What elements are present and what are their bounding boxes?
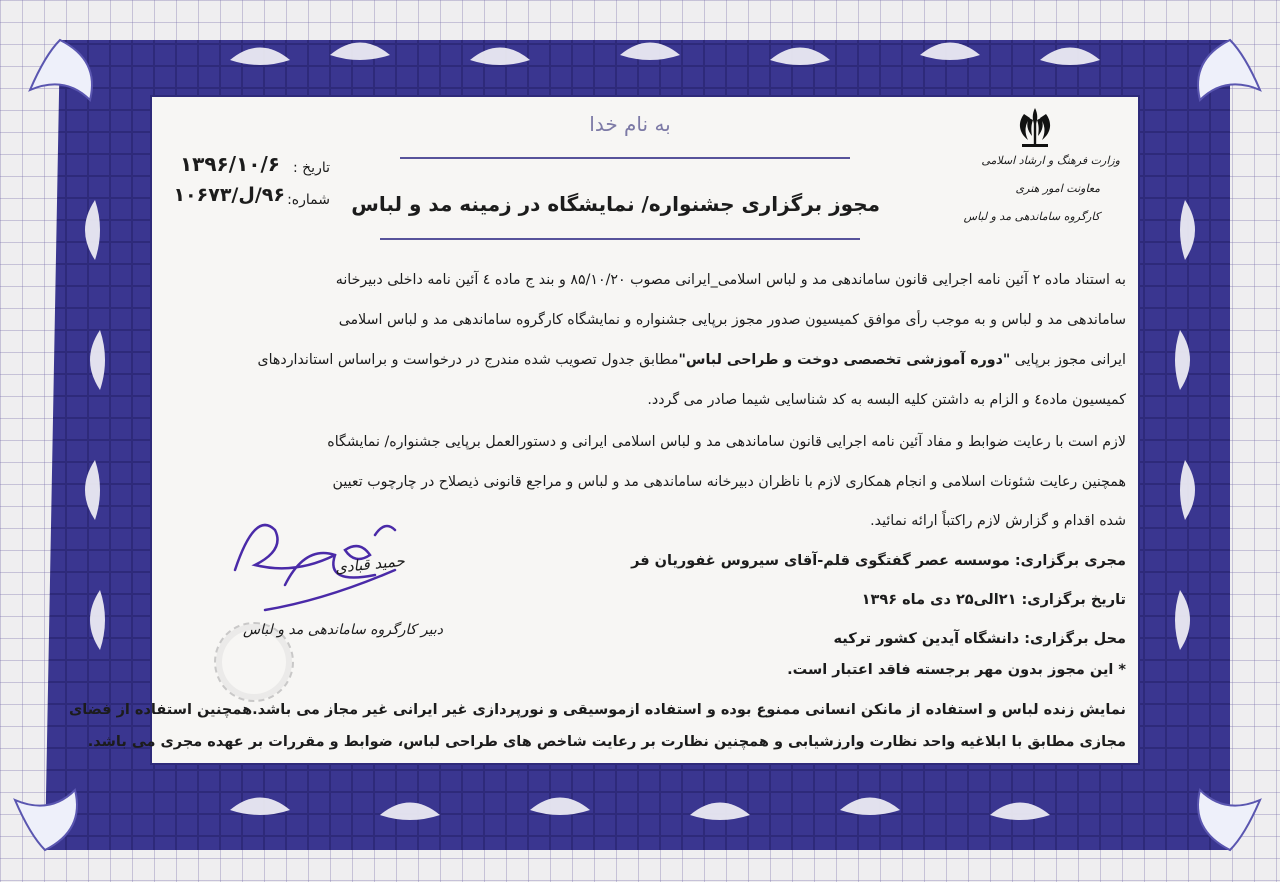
seal-note: * این مجوز بدون مهر برجسته فاقد اعتبار است. — [787, 662, 1126, 678]
signatory-title: دبیر کارگروه ساماندهی مد و لباس — [242, 622, 443, 638]
paragraph-text: مطابق جدول تصویب شده مندرج در درخواست و براساس استانداردهای — [257, 352, 679, 368]
page-title: مجوز برگزاری جشنواره/ نمایشگاه در زمینه مد و لباس — [351, 192, 880, 216]
venue: محل برگزاری: دانشگاه آیدین کشور ترکیه — [833, 631, 1126, 647]
paragraph-text: ایرانی مجوز برپایی — [1010, 352, 1126, 368]
divider — [400, 157, 850, 159]
number-value: ۹۶/ل/۱۰۶۷۳ — [173, 184, 285, 206]
paragraph-line: شده اقدام و گزارش لازم راکتباً ارائه نمائید. — [870, 513, 1126, 529]
paragraph-line: به استناد ماده ۲ آئین نامه اجرایی قانون ساماندهی مد و لباس اسلامی_ایرانی مصوب ۸۵/۱۰/۲۰ و بند ج ماده ٤ آئین نامه داخلی دبیرخانه — [335, 272, 1126, 288]
date-value: ۱۳۹۶/۱۰/۶ — [179, 152, 280, 176]
iran-emblem-icon — [1012, 104, 1058, 150]
basmala: به نام خدا — [589, 112, 671, 136]
number-label: شماره: — [287, 192, 330, 208]
footer-line: مجازی مطابق با ابلاغیه واحد نظارت وارزشیابی و همچنین نظارت بر رعایت شاخص های طراحی لباس، ضوابط و مقررات بر عهده مجری می باشد. — [87, 734, 1126, 750]
organizer: مجری برگزاری: موسسه عصر گفتگوی قلم-آقای سیروس غفوریان فر — [631, 553, 1126, 569]
deputy-name: معاونت امور هنری — [1015, 182, 1100, 195]
paragraph-line: لازم است با رعایت ضوابط و مفاد آئین نامه اجرایی قانون ساماندهی مد و لباس اسلامی ایرانی و دستورالعمل برپایی جشنواره/ نمایشگاه — [327, 434, 1126, 450]
paragraph-line — [166, 352, 1126, 368]
ministry-name: وزارت فرهنگ و ارشاد اسلامی — [981, 154, 1120, 167]
paragraph-line: همچنین رعایت شئونات اسلامی و انجام همکاری لازم با ناظران دبیرخانه ساماندهی مد و لباس و مراجع قانونی ذیصلاح در چارچوب تعیین — [332, 474, 1126, 490]
paragraph-line: کمیسیون ماده٤ و الزام به داشتن کلیه البسه به کد شناسایی شیما صادر می گردد. — [647, 392, 1126, 408]
divider — [380, 238, 860, 240]
paragraph-line: ساماندهی مد و لباس و به موجب رأی موافق کمیسیون صدور مجوز برپایی جشنواره و نمایشگاه کارگروه ساماندهی مد و لباس اسلامی — [338, 312, 1126, 328]
event-date: تاریخ برگزاری: ۲۱الی۲۵ دی ماه ۱۳۹۶ — [861, 592, 1126, 608]
workgroup-name: کارگروه ساماندهی مد و لباس — [963, 210, 1100, 223]
footer-line: نمایش زنده لباس و استفاده از مانکن انسانی ممنوع بوده و استفاده ازموسیقی و نورپردازی غیر ایرانی غیر مجاز می باشد.همچنین استفاده از فضای — [69, 702, 1126, 718]
date-label: تاریخ : — [292, 160, 330, 176]
course-name: "دوره آموزشی تخصصی دوخت و طراحی لباس" — [678, 352, 1011, 368]
signatory-name: حمید قبادی — [334, 551, 406, 577]
